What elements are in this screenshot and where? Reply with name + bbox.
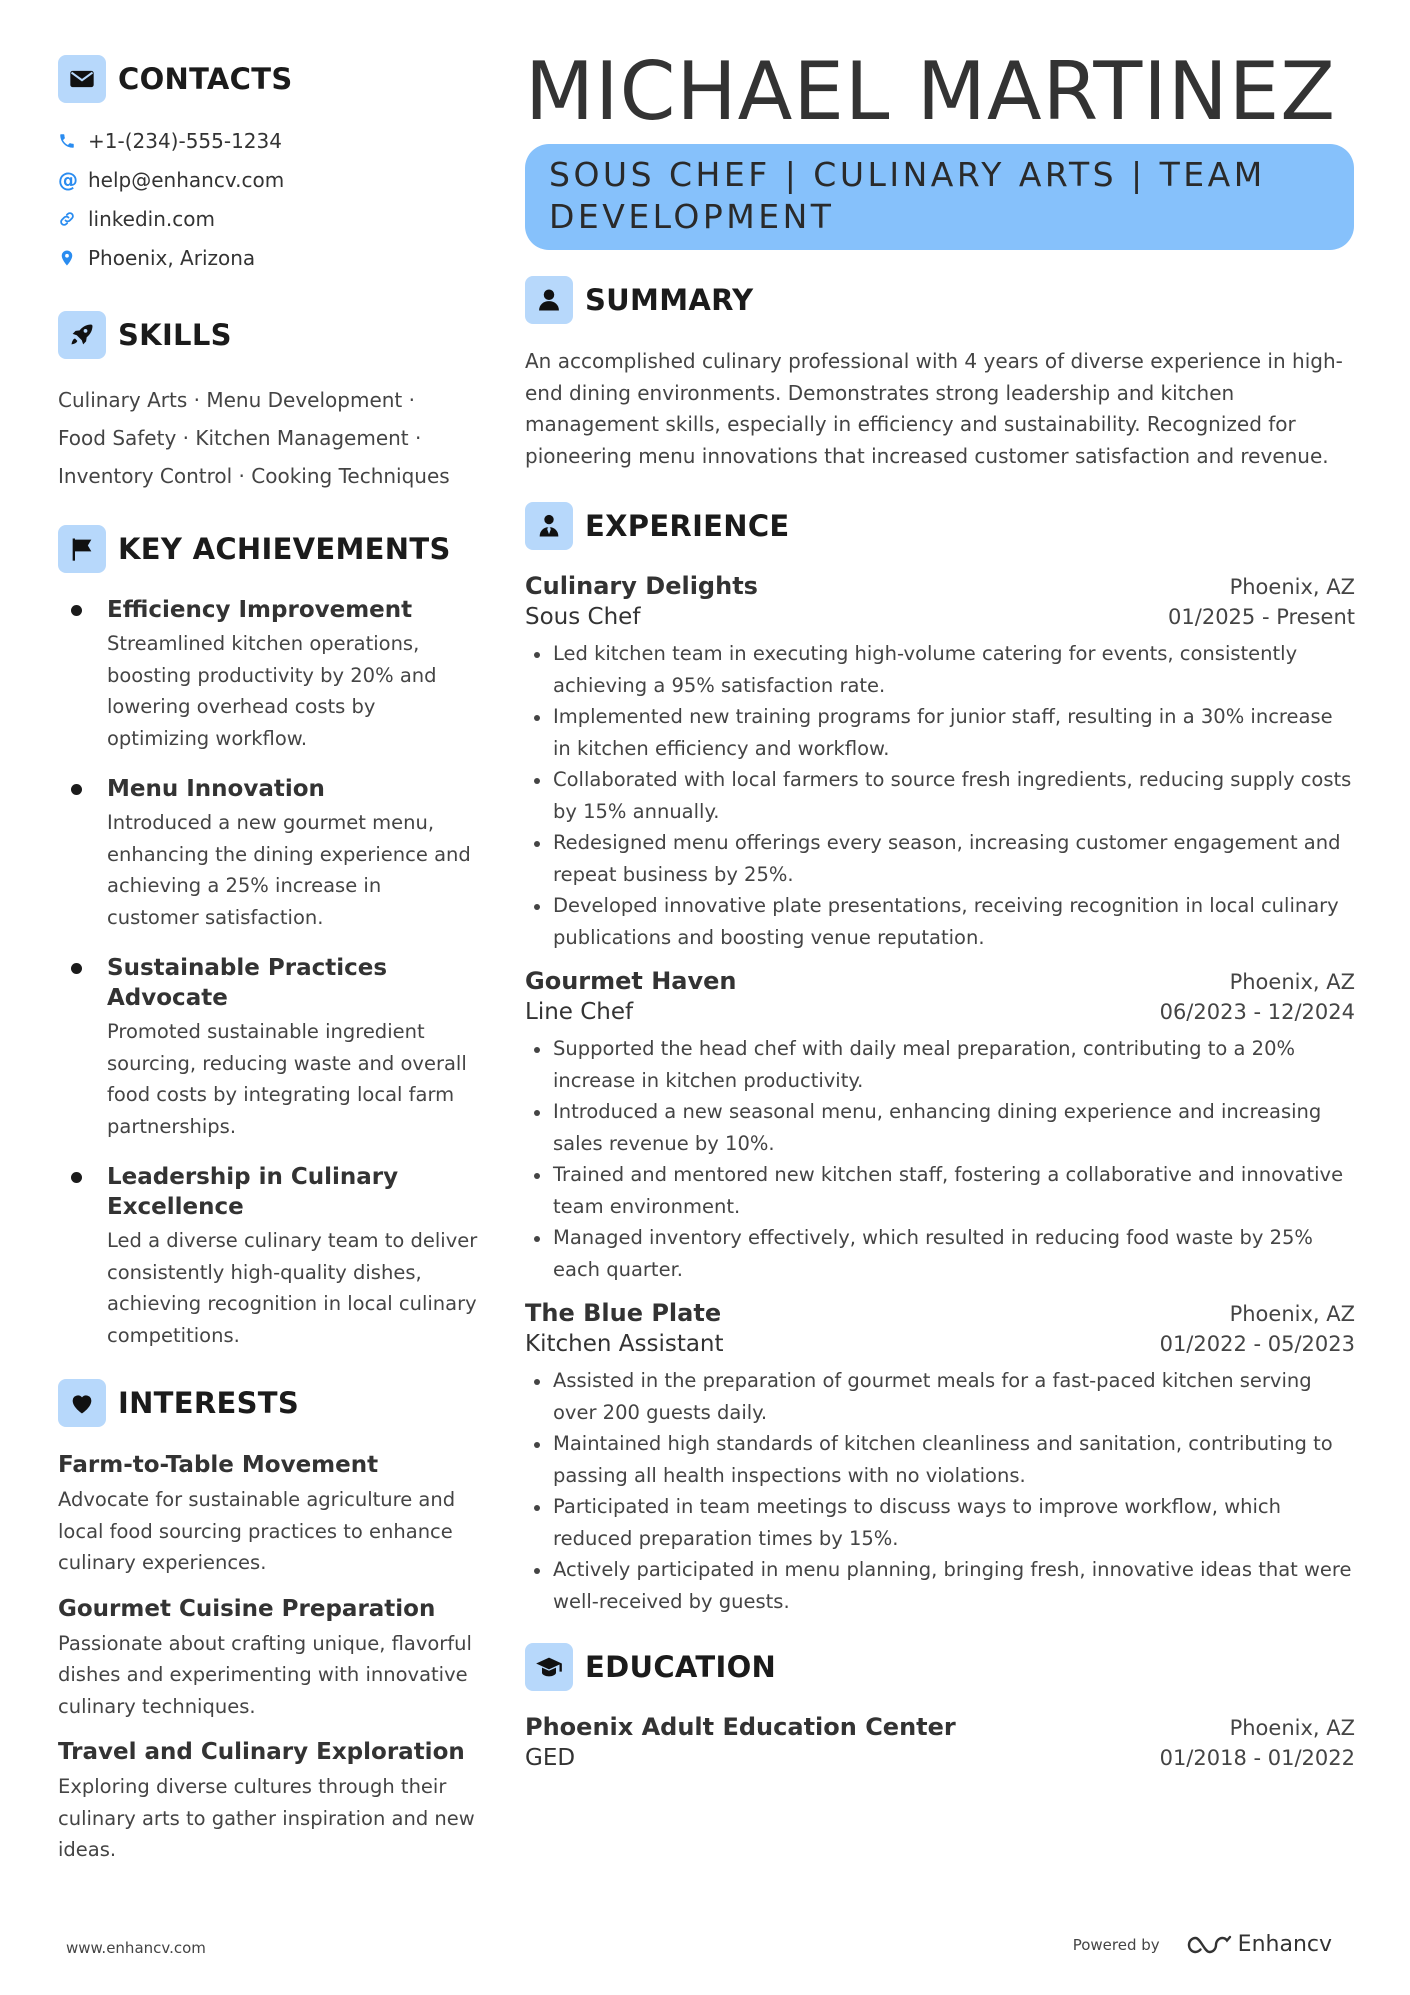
interest-item bbox=[58, 1736, 478, 1866]
flag-icon bbox=[58, 525, 106, 573]
education-dates: 01/2018 - 01/2022 bbox=[1159, 1746, 1355, 1770]
interest-title: Travel and Culinary Exploration bbox=[58, 1739, 465, 1765]
job-company: The Blue Plate bbox=[525, 1299, 722, 1327]
bullet-dot bbox=[71, 963, 82, 974]
summary-title: SUMMARY bbox=[585, 283, 754, 317]
left-column bbox=[58, 55, 478, 1880]
job-bullets bbox=[525, 638, 1355, 953]
experience-title: EXPERIENCE bbox=[585, 509, 790, 543]
education-title: EDUCATION bbox=[585, 1650, 777, 1684]
job-bullet: Actively participated in menu planning, bringing fresh, innovative ideas that were well-received by guests. bbox=[525, 1554, 1355, 1617]
job-bullet: Participated in team meetings to discuss ways to improve workflow, which reduced preparation times by 15%. bbox=[525, 1491, 1355, 1554]
person-icon bbox=[525, 276, 573, 324]
graduation-cap-icon bbox=[525, 1643, 573, 1691]
skill-item: Menu Development bbox=[206, 388, 403, 412]
contact-location bbox=[58, 238, 478, 277]
skills-list: Culinary Arts · Menu Development · Food Safety · Kitchen Management · Inventory Control · Cooking Techniques bbox=[58, 388, 450, 488]
location-text: Phoenix, Arizona bbox=[88, 245, 256, 270]
job-bullet: Introduced a new seasonal menu, enhancing dining experience and increasing sales revenue by 10%. bbox=[525, 1096, 1355, 1159]
job-dates: 01/2025 - Present bbox=[1168, 605, 1355, 629]
job-dates: 06/2023 - 12/2024 bbox=[1159, 1000, 1355, 1024]
job-company: Culinary Delights bbox=[525, 572, 758, 600]
summary-header bbox=[525, 276, 1355, 324]
achievement-item bbox=[58, 953, 478, 1142]
job-bullets bbox=[525, 1365, 1355, 1617]
education-entry bbox=[525, 1713, 1355, 1771]
interests-list bbox=[58, 1449, 478, 1866]
job-location: Phoenix, AZ bbox=[1229, 970, 1355, 994]
skills-header bbox=[58, 311, 478, 359]
envelope-icon bbox=[58, 55, 106, 103]
powered-by-text: Powered by bbox=[1072, 1935, 1160, 1954]
education-degree: GED bbox=[525, 1745, 576, 1771]
rocket-icon bbox=[58, 311, 106, 359]
job-entry bbox=[525, 967, 1355, 1285]
headline-banner: SOUS CHEF | CULINARY ARTS | TEAM DEVELOPMENT bbox=[525, 144, 1354, 250]
phone-text: +1-(234)-555-1234 bbox=[88, 128, 282, 153]
job-dates: 01/2022 - 05/2023 bbox=[1159, 1332, 1355, 1356]
contact-linkedin[interactable] bbox=[58, 199, 478, 238]
phone-icon bbox=[58, 132, 88, 150]
skill-item: Cooking Techniques bbox=[251, 464, 450, 488]
education-location: Phoenix, AZ bbox=[1229, 1716, 1355, 1740]
achievements-title: KEY ACHIEVEMENTS bbox=[118, 532, 451, 566]
job-bullet: Developed innovative plate presentations, receiving recognition in local culinary publications and boosting venue reputation. bbox=[525, 890, 1355, 953]
skill-item: Food Safety bbox=[58, 426, 177, 450]
job-bullet: Maintained high standards of kitchen cleanliness and sanitation, contributing to passing all health inspections with no violations. bbox=[525, 1428, 1355, 1491]
job-role: Line Chef bbox=[525, 999, 634, 1025]
achievement-title: Sustainable Practices Advocate bbox=[107, 955, 388, 1011]
achievement-title: Leadership in Culinary Excellence bbox=[107, 1164, 399, 1220]
footer-website[interactable]: www.enhancv.com bbox=[66, 1939, 206, 1957]
contact-phone[interactable] bbox=[58, 121, 478, 160]
bullet-dot bbox=[71, 1172, 82, 1183]
achievement-desc: Promoted sustainable ingredient sourcing, reducing waste and overall food costs by integrating local farm partnerships. bbox=[107, 1020, 467, 1138]
heart-icon bbox=[58, 1379, 106, 1427]
education-header bbox=[525, 1643, 1355, 1691]
interest-title: Gourmet Cuisine Preparation bbox=[58, 1595, 436, 1622]
interest-desc: Exploring diverse cultures through their culinary arts to gather inspiration and new ideas. bbox=[58, 1775, 475, 1861]
interest-item bbox=[58, 1593, 478, 1723]
at-icon: @ bbox=[58, 167, 78, 192]
job-bullet: Redesigned menu offerings every season, increasing customer engagement and repeat business by 25%. bbox=[525, 827, 1355, 890]
interests-header bbox=[58, 1379, 478, 1427]
link-icon bbox=[58, 210, 88, 228]
linkedin-text: linkedin.com bbox=[88, 206, 215, 231]
job-bullet: Trained and mentored new kitchen staff, fostering a collaborative and innovative team environment. bbox=[525, 1159, 1355, 1222]
right-column bbox=[525, 45, 1355, 1785]
experience-header bbox=[525, 502, 1355, 550]
achievements-header bbox=[58, 525, 478, 573]
skill-item: Inventory Control bbox=[58, 464, 233, 488]
enhancv-logo[interactable] bbox=[1186, 1932, 1332, 1957]
interest-desc: Passionate about crafting unique, flavorful dishes and experimenting with innovative culinary techniques. bbox=[58, 1631, 472, 1718]
interest-item bbox=[58, 1449, 478, 1579]
job-bullet: Collaborated with local farmers to source fresh ingredients, reducing supply costs by 15% annually. bbox=[525, 764, 1355, 827]
job-bullet: Managed inventory effectively, which resulted in reducing food waste by 25% each quarter. bbox=[525, 1222, 1355, 1285]
job-role: Kitchen Assistant bbox=[525, 1331, 724, 1357]
job-bullet: Supported the head chef with daily meal preparation, contributing to a 20% increase in kitchen productivity. bbox=[525, 1033, 1355, 1096]
job-bullet: Implemented new training programs for junior staff, resulting in a 30% increase in kitchen efficiency and workflow. bbox=[525, 701, 1355, 764]
achievement-item bbox=[58, 595, 478, 754]
summary-text: An accomplished culinary professional with 4 years of diverse experience in high-end dining environments. Demonstrates strong leadership and kitchen management skills, especially in efficiency and sustainability. Recognized for pioneering menu innovations that increased customer satisfaction and revenue. bbox=[525, 349, 1343, 468]
achievement-title: Efficiency Improvement bbox=[107, 597, 413, 623]
location-pin-icon bbox=[58, 249, 88, 267]
contacts-title: CONTACTS bbox=[118, 62, 293, 96]
achievement-desc: Streamlined kitchen operations, boosting productivity by 20% and lowering overhead costs by optimizing workflow. bbox=[107, 632, 437, 750]
interest-title: Farm-to-Table Movement bbox=[58, 1452, 379, 1478]
job-bullet: Led kitchen team in executing high-volume catering for events, consistently achieving a 95% satisfaction rate. bbox=[525, 638, 1355, 701]
candidate-name: MICHAEL MARTINEZ bbox=[525, 45, 1337, 138]
skills-title: SKILLS bbox=[118, 318, 232, 352]
education-school: Phoenix Adult Education Center bbox=[525, 1713, 956, 1741]
brand-name: Enhancv bbox=[1237, 1932, 1332, 1957]
achievement-item bbox=[58, 774, 478, 933]
job-entry bbox=[525, 572, 1355, 953]
achievement-desc: Led a diverse culinary team to deliver consistently high-quality dishes, achieving recognition in local culinary competitions. bbox=[107, 1229, 478, 1347]
enhancv-logo-icon bbox=[1186, 1933, 1232, 1957]
skill-item: Kitchen Management bbox=[195, 426, 409, 450]
job-location: Phoenix, AZ bbox=[1229, 1302, 1355, 1326]
interests-title: INTERESTS bbox=[118, 1386, 300, 1420]
job-company: Gourmet Haven bbox=[525, 967, 737, 995]
email-text: help@enhancv.com bbox=[88, 167, 285, 192]
interest-desc: Advocate for sustainable agriculture and local food sourcing practices to enhance culinary experiences. bbox=[58, 1488, 456, 1574]
job-entry bbox=[525, 1299, 1355, 1617]
job-role: Sous Chef bbox=[525, 604, 641, 630]
achievement-item bbox=[58, 1162, 478, 1351]
job-bullet: Assisted in the preparation of gourmet meals for a fast-paced kitchen serving over 200 guests daily. bbox=[525, 1365, 1355, 1428]
achievement-desc: Introduced a new gourmet menu, enhancing the dining experience and achieving a 25% increase in customer satisfaction. bbox=[107, 811, 471, 929]
job-bullets bbox=[525, 1033, 1355, 1285]
achievements-list bbox=[58, 595, 478, 1351]
job-location: Phoenix, AZ bbox=[1229, 575, 1355, 599]
contacts-header bbox=[58, 55, 478, 103]
skill-item: Culinary Arts bbox=[58, 388, 188, 412]
contact-email[interactable] bbox=[58, 160, 478, 199]
bullet-dot bbox=[71, 605, 82, 616]
briefcase-person-icon bbox=[525, 502, 573, 550]
achievement-title: Menu Innovation bbox=[107, 776, 325, 802]
footer-powered bbox=[1073, 1932, 1332, 1957]
bullet-dot bbox=[71, 784, 82, 795]
